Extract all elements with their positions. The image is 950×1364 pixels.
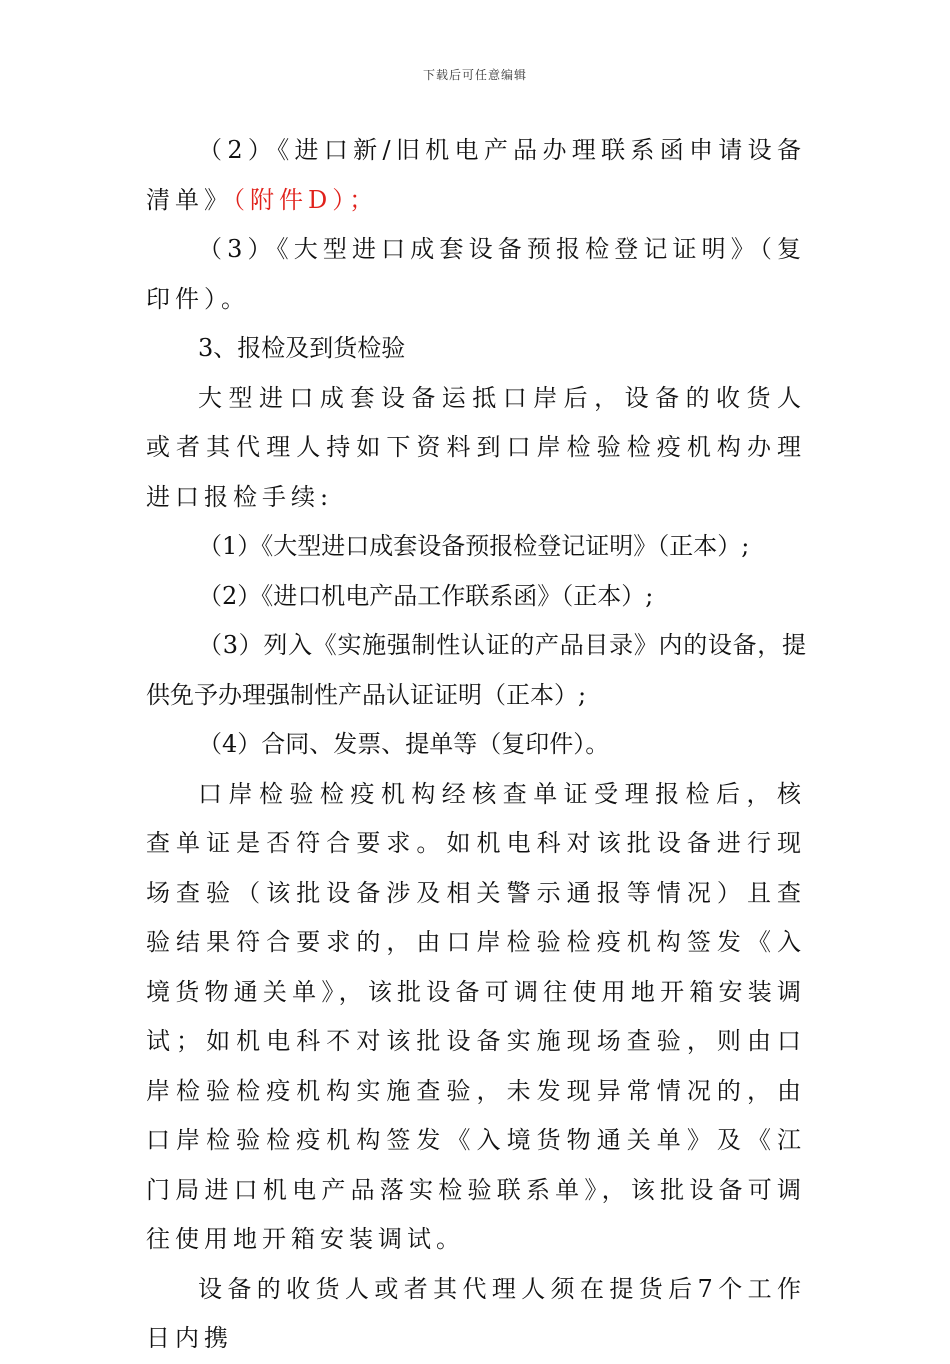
document-body [146, 126, 806, 1364]
paragraph-arrival: 大型进口成套设备运抵口岸后，设备的收货人或者其代理人持如下资料到口岸检验检疫机构办理进口报检手续: [146, 383, 806, 511]
section-heading-inspection: 3、报检及到货检验 [198, 334, 406, 362]
list-item-2: （2）《进口机电产品工作联系函》（正本）; [198, 581, 654, 610]
list-item-4: （4）合同、发票、提单等（复印件）。 [198, 730, 610, 758]
paragraph-text: （2）《进口新/旧机电产品办理联系函申请设备清单》 [146, 136, 806, 214]
paragraph-registration-copy: （3）《大型进口成套设备预报检登记证明》（复印件）。 [146, 235, 806, 313]
page-header-note: 下载后可任意编辑 [422, 68, 527, 82]
red-annotation: （附件D）； [233, 185, 379, 214]
paragraph-attachment-d [146, 126, 806, 225]
list-item-3: （3）列入《实施强制性认证的产品目录》内的设备，提供免予办理强制性产品认证证明（正本）; [146, 631, 806, 709]
list-item-1: （1）《大型进口成套设备预报检登记证明》（正本）; [198, 532, 750, 560]
paragraph-verification: 口岸检验检疫机构经核查单证受理报检后，核查单证是否符合要求。如机电科对该批设备进行现场查验（该批设备涉及相关警示通报等情况）且查验结果符合要求的，由口岸检验检疫机构签发《入境货物通关单》，该批设备可调往使用地开箱安装调试；如机电科不对该批设备实施现场查验，则由口岸检验检疫机构实施查验，未发现异常情况的，由口岸检验检疫机构签发《入境货物通关单》及《江门局进口机电产品落实检验联系单》，该批设备可调往使用地开箱安装调试。 [146, 779, 806, 1253]
paragraph-consignee: 设备的收货人或者其代理人须在提货后7个工作日内携 [146, 1274, 806, 1352]
